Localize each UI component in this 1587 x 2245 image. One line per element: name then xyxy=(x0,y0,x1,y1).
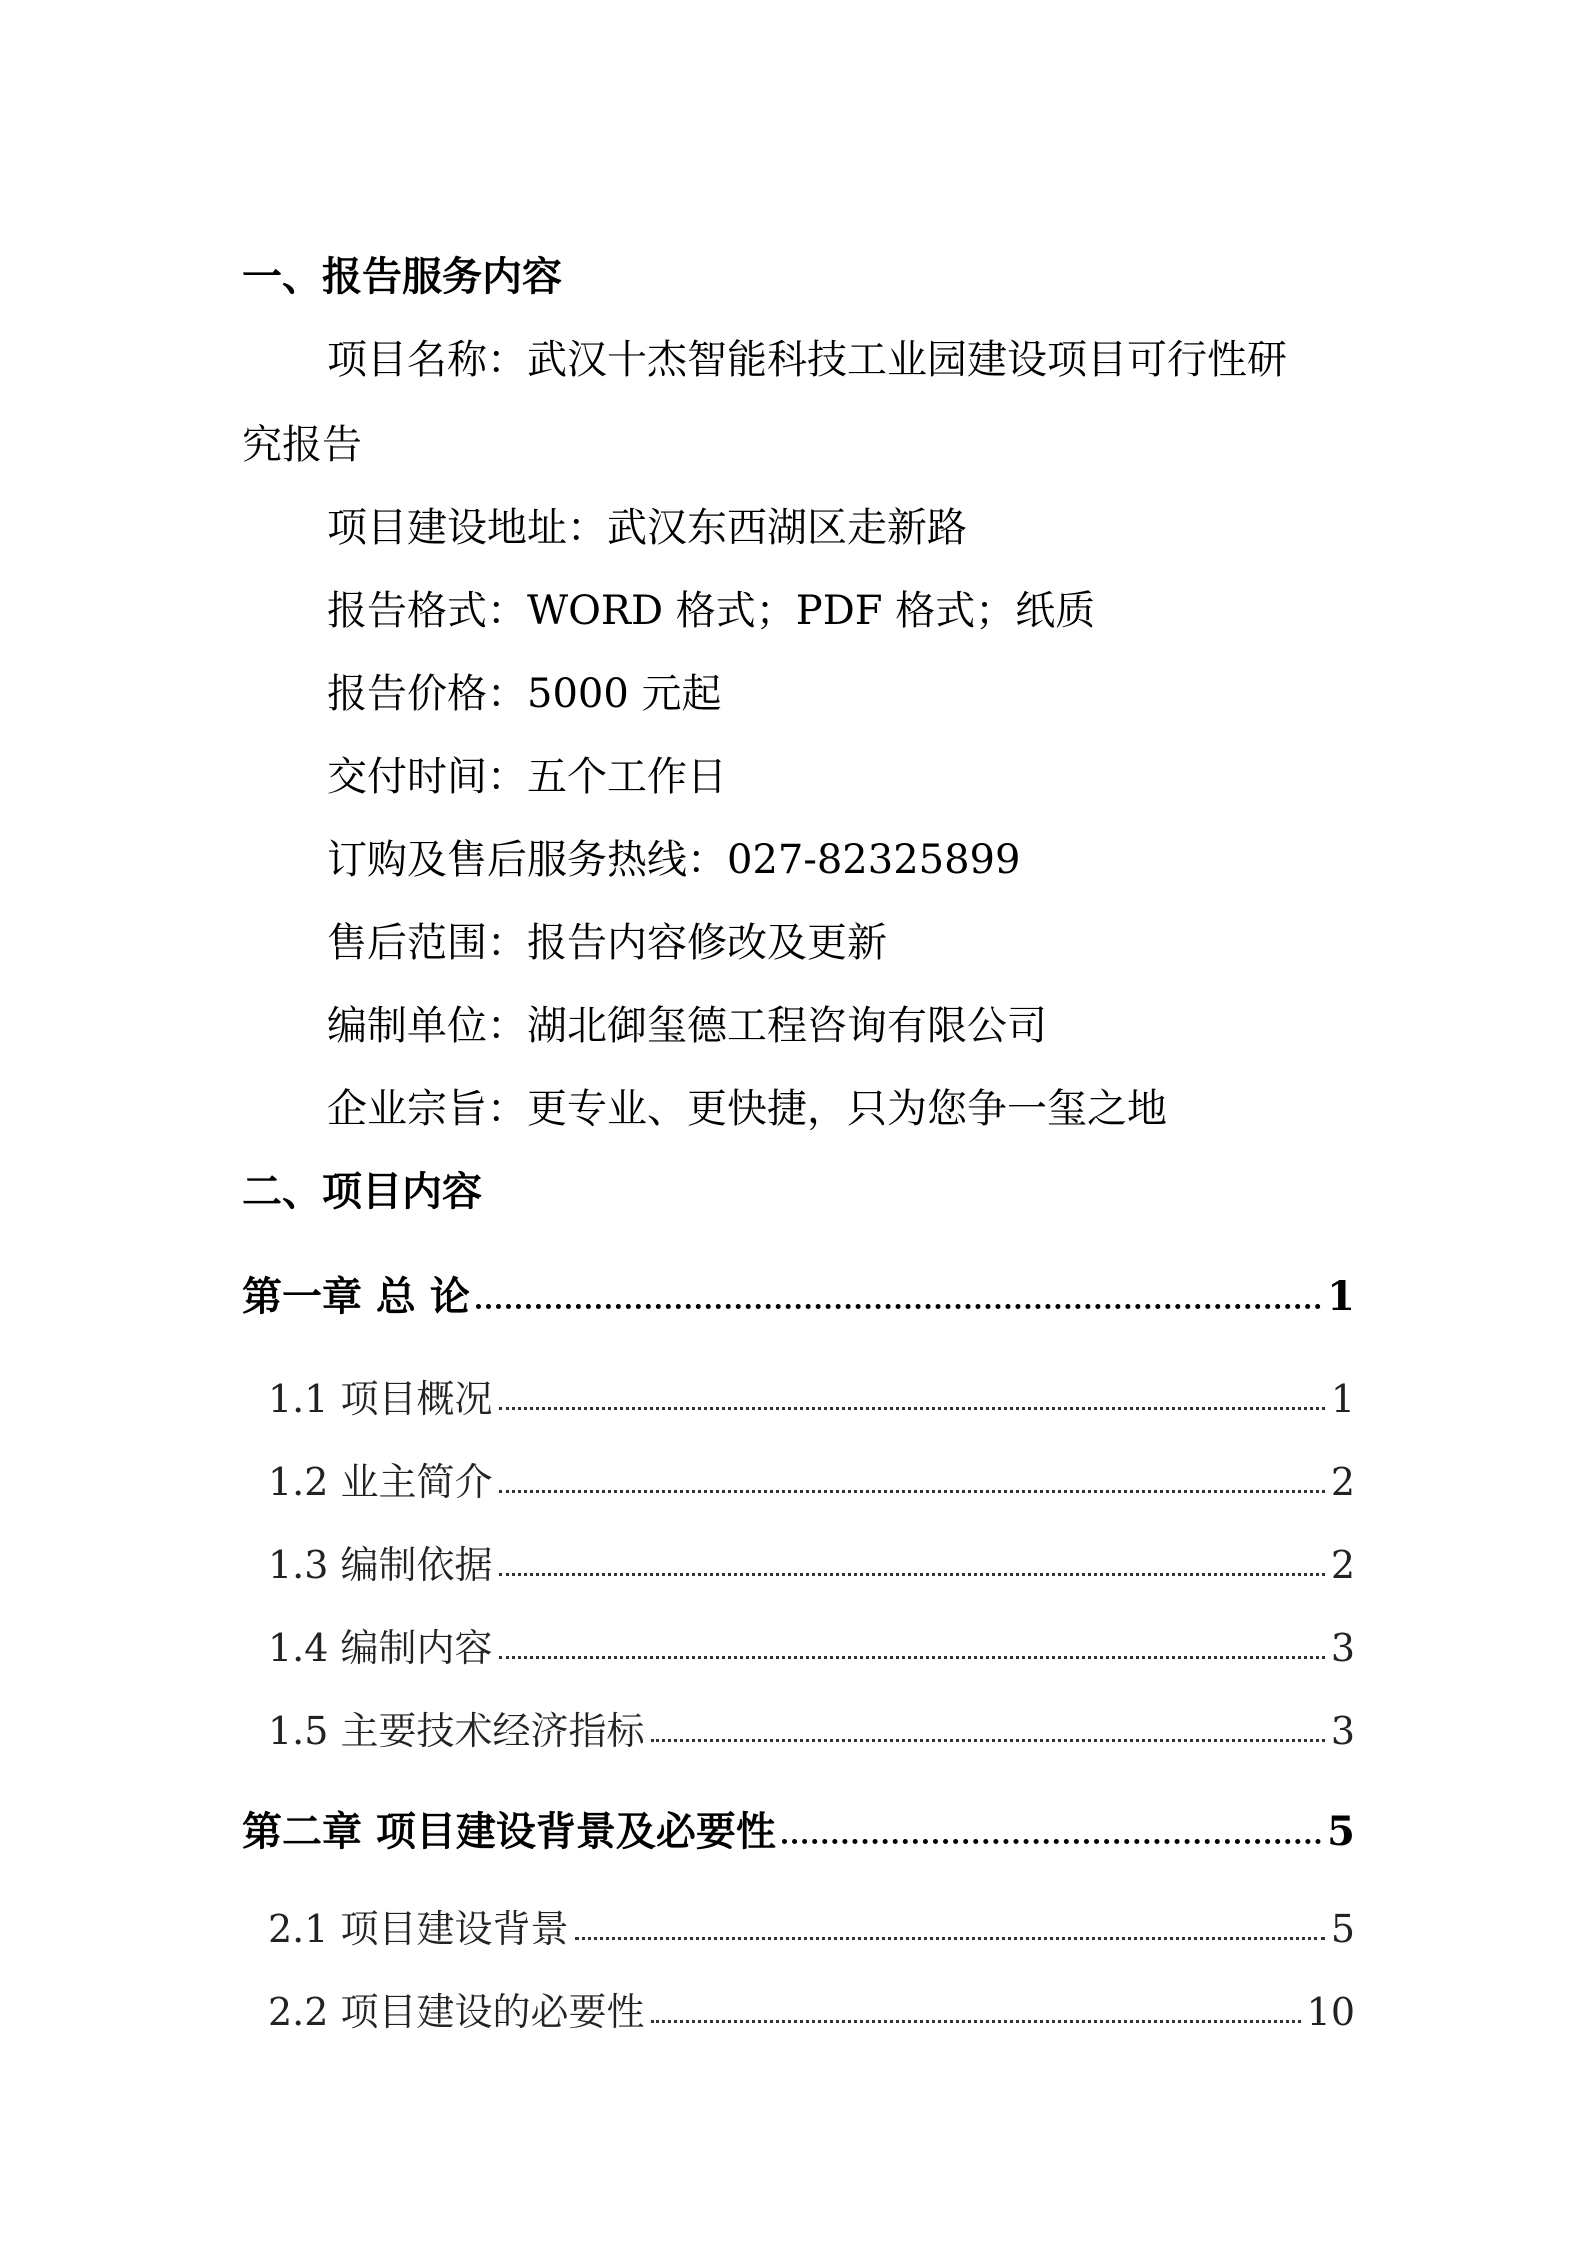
section-heading-service: 一、报告服务内容 xyxy=(242,254,562,300)
toc-page-number: 1 xyxy=(1330,1377,1355,1421)
toc-leader-dots xyxy=(651,1735,1325,1742)
toc-leader-dots xyxy=(499,1486,1325,1493)
after-sales-scope: 售后范围：报告内容修改及更新 xyxy=(327,920,887,966)
toc-page-number: 3 xyxy=(1330,1626,1355,1670)
toc-leader-dots xyxy=(476,1300,1321,1309)
project-name-line-2: 究报告 xyxy=(242,422,362,468)
toc-title: 1.5 主要技术经济指标 xyxy=(268,1709,645,1753)
toc-chapter-1[interactable] xyxy=(242,1273,1355,1320)
toc-page-number: 5 xyxy=(1330,1907,1355,1951)
report-format: 报告格式：WORD 格式；PDF 格式；纸质 xyxy=(327,588,1096,634)
toc-title: 1.1 项目概况 xyxy=(268,1377,493,1421)
toc-page-number: 3 xyxy=(1330,1709,1355,1753)
toc-title: 第二章 项目建设背景及必要性 xyxy=(242,1808,776,1855)
toc-section-1-5[interactable] xyxy=(268,1709,1355,1753)
toc-section-1-3[interactable] xyxy=(268,1543,1355,1587)
compiling-unit: 编制单位：湖北御玺德工程咨询有限公司 xyxy=(327,1003,1047,1049)
toc-section-2-1[interactable] xyxy=(268,1907,1355,1951)
toc-title: 1.3 编制依据 xyxy=(268,1543,493,1587)
toc-leader-dots xyxy=(651,2016,1301,2023)
service-hotline: 订购及售后服务热线：027-82325899 xyxy=(327,837,1021,883)
toc-leader-dots xyxy=(499,1652,1325,1659)
toc-section-1-2[interactable] xyxy=(268,1460,1355,1504)
toc-title: 1.2 业主简介 xyxy=(268,1460,493,1504)
toc-leader-dots xyxy=(499,1403,1325,1410)
toc-page-number: 1 xyxy=(1327,1273,1355,1320)
project-name-line-1: 项目名称：武汉十杰智能科技工业园建设项目可行性研 xyxy=(327,337,1287,383)
delivery-time: 交付时间：五个工作日 xyxy=(327,754,727,800)
toc-leader-dots xyxy=(782,1835,1321,1844)
toc-page-number: 5 xyxy=(1327,1808,1355,1855)
toc-page-number: 2 xyxy=(1330,1543,1355,1587)
project-address: 项目建设地址：武汉东西湖区走新路 xyxy=(327,505,967,551)
toc-title: 1.4 编制内容 xyxy=(268,1626,493,1670)
toc-chapter-2[interactable] xyxy=(242,1808,1355,1855)
toc-section-2-2[interactable] xyxy=(268,1990,1355,2034)
toc-page-number: 2 xyxy=(1330,1460,1355,1504)
toc-title: 2.2 项目建设的必要性 xyxy=(268,1990,645,2034)
toc-section-1-4[interactable] xyxy=(268,1626,1355,1670)
toc-leader-dots xyxy=(499,1569,1325,1576)
toc-page-number: 10 xyxy=(1306,1990,1355,2034)
toc-section-1-1[interactable] xyxy=(268,1377,1355,1421)
company-purpose: 企业宗旨：更专业、更快捷，只为您争一玺之地 xyxy=(327,1086,1167,1132)
toc-title: 2.1 项目建设背景 xyxy=(268,1907,569,1951)
report-price: 报告价格：5000 元起 xyxy=(327,671,722,717)
toc-title: 第一章 总 论 xyxy=(242,1273,470,1320)
toc-leader-dots xyxy=(575,1933,1325,1940)
section-heading-project: 二、项目内容 xyxy=(242,1169,482,1215)
